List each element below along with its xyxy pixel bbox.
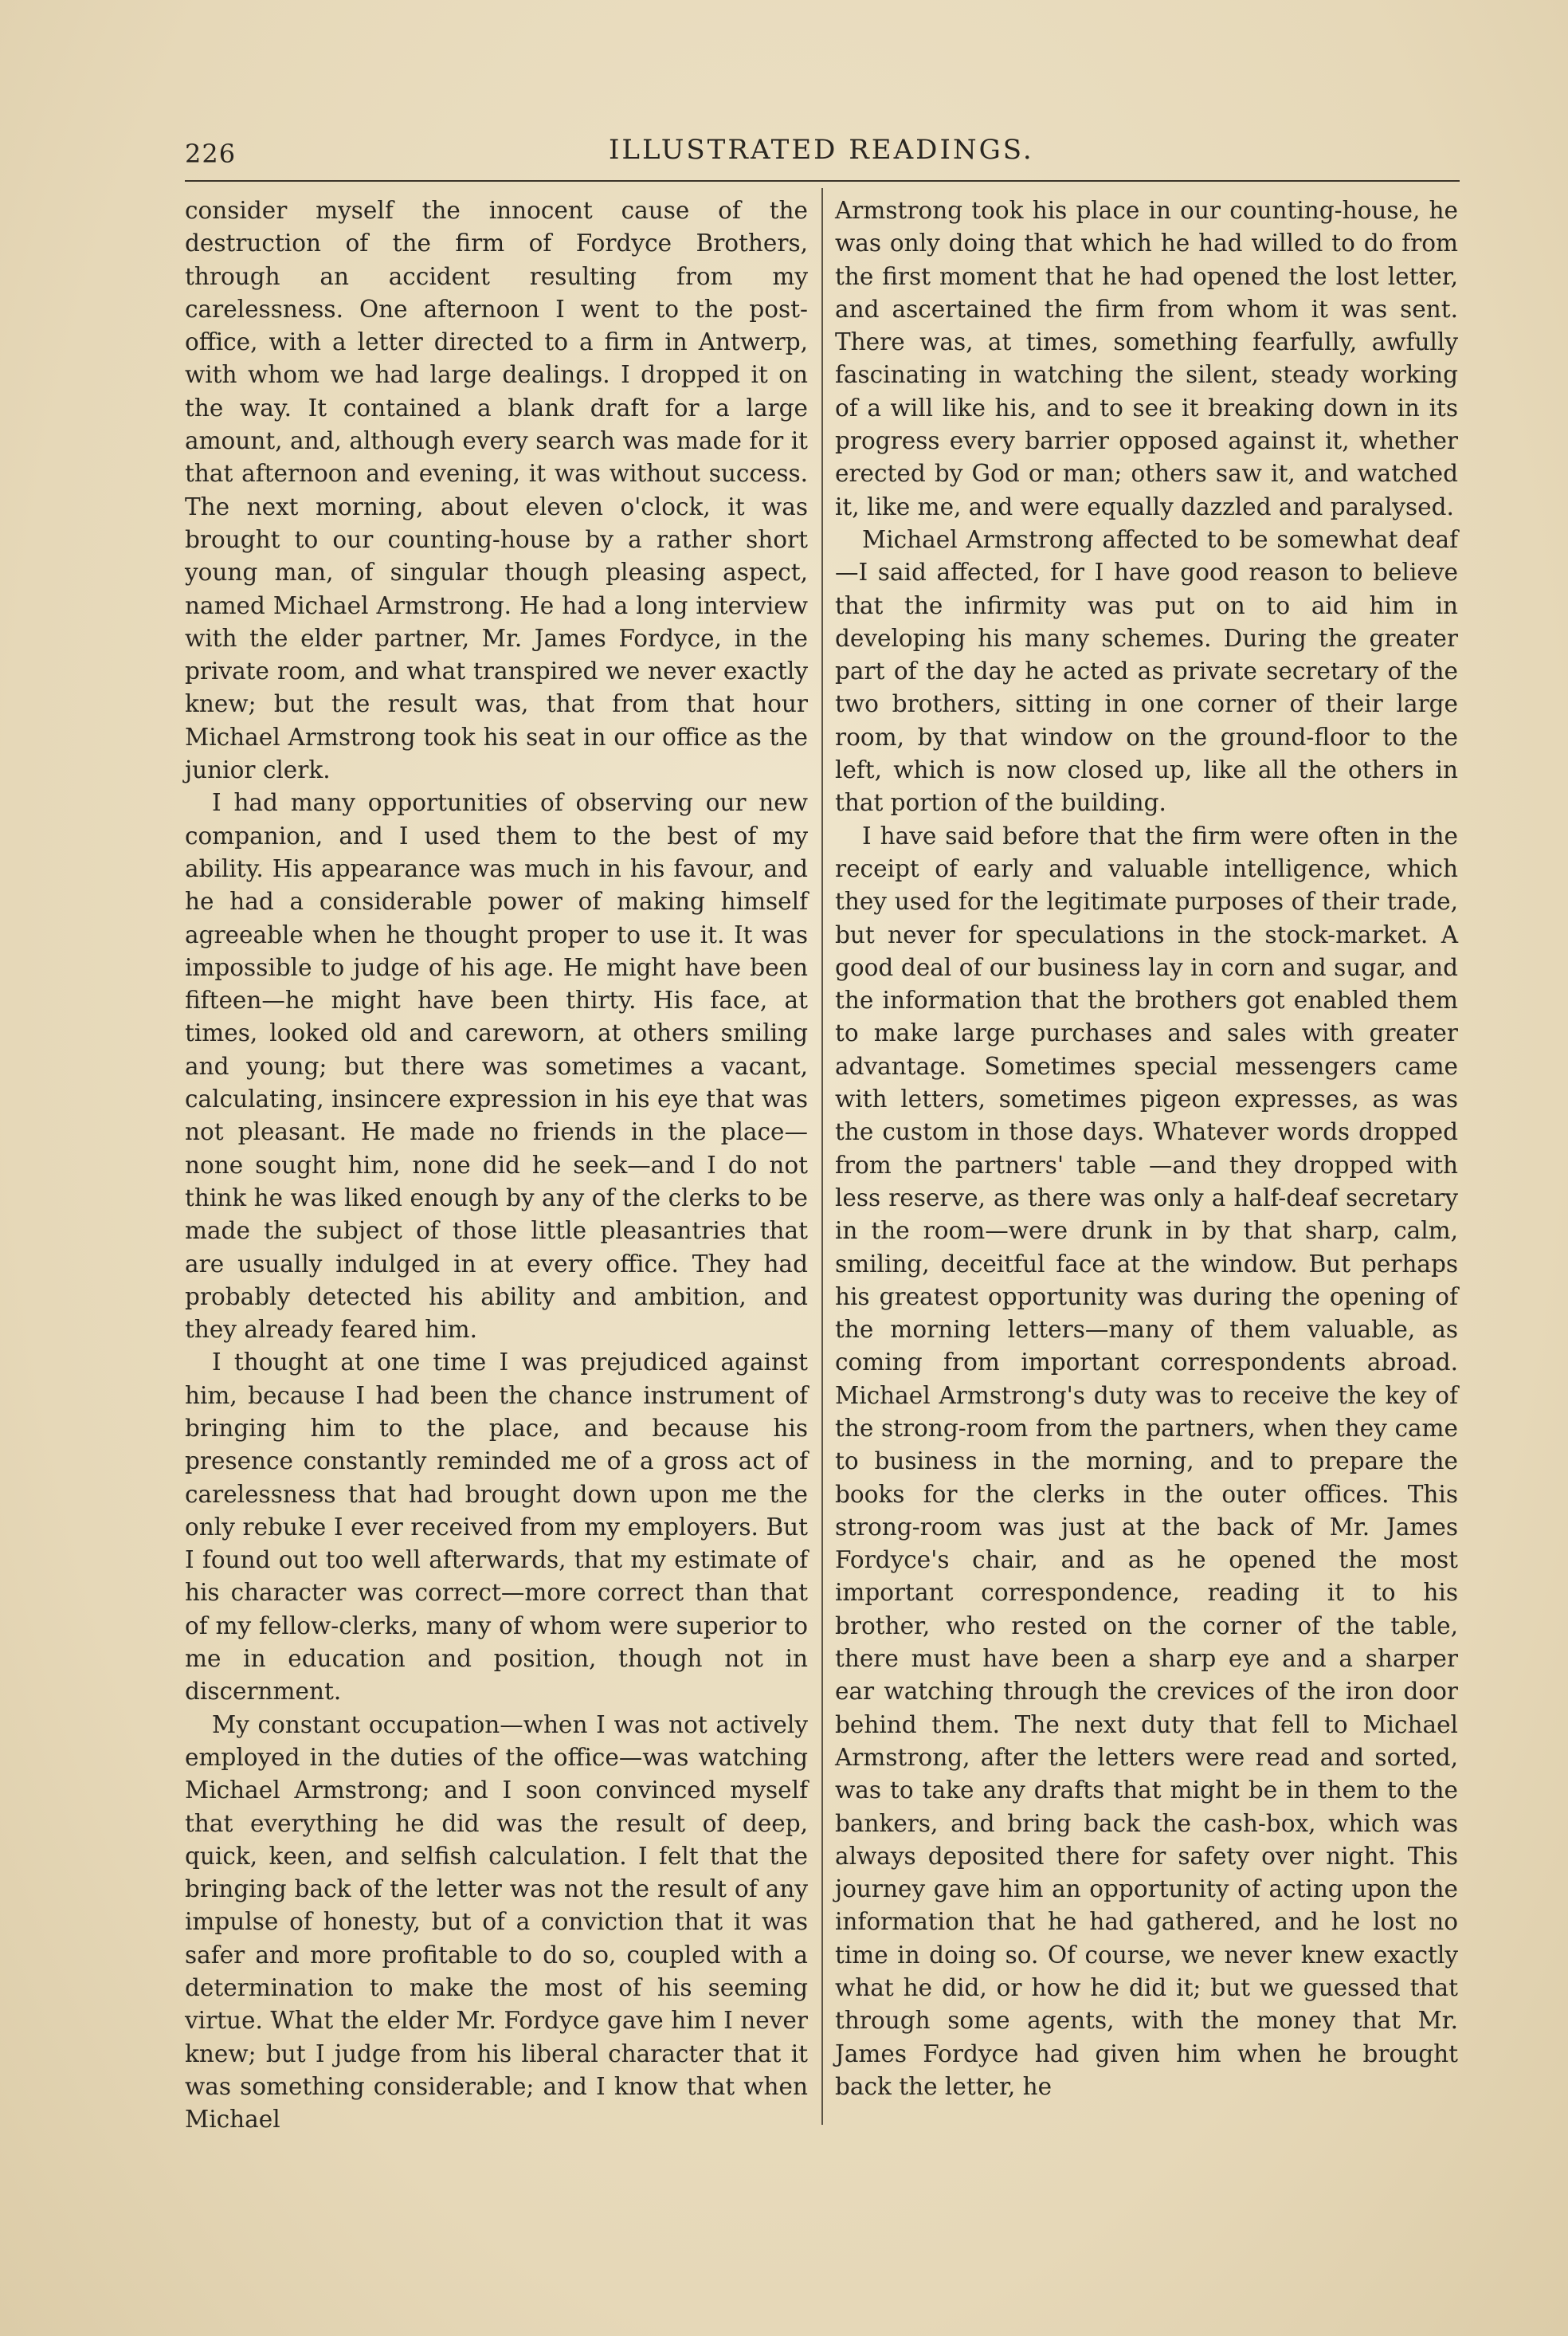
paragraph: My constant occupation—when I was not actively employed in the duties of the office—was watching Michael Armstrong; and I soon convinced myself that everything he did was the result of deep, quick, keen, and selfish calculation. I felt that the bringing back of the letter was not the result of any impulse of honesty, but of a conviction that it was safer and more profitable to do so, coupled with a determination to make the most of his seeming virtue. What the elder Mr. Fordyce gave him I never knew; but I judge from his liberal character that it was something considerable; and I know that when Michael bbox=[185, 1710, 808, 2134]
running-title: ILLUSTRATED READINGS. bbox=[609, 134, 1034, 166]
page-number: 226 bbox=[185, 139, 237, 169]
paragraph: consider myself the innocent cause of the destruction of the firm of Fordyce Brothers, through an accident resulting from my carelessness. One afternoon I went to the post-office, with a letter directed to a firm in Antwerp, with whom we had large dealings. I dropped it on the way. It contained a blank draft for a large amount, and, although every search was made for it that afternoon and evening, it was without success. The next morning, about eleven o'clock, it was brought to our counting-house by a rather short young man, of singular though pleasing aspect, named Michael Armstrong. He had a long interview with the elder partner, Mr. James Fordyce, in the private room, and what transpired we never exactly knew; but the result was, that from that hour Michael Armstrong took his seat in our office as the junior clerk. bbox=[185, 197, 808, 784]
header-rule bbox=[185, 180, 1460, 182]
paragraph: I have said before that the firm were often in the receipt of early and valuable intelligence, which they used for the legitimate purposes of their trade, but never for speculations in the stock-market. A good deal of our business lay in corn and sugar, and the information that the brothers got enabled them to make large purchases and sales with greater advantage. Sometimes special messengers came with letters, sometimes pigeon expresses, as was the custom in those days. Whatever words dropped from the partners' table —and they dropped with less reserve, as there was only a half-deaf secretary in the room—were drunk in by that sharp, calm, smiling, deceitful face at the window. But perhaps his greatest opportunity was during the opening of the morning letters—many of them valuable, as coming from important correspondents abroad. Michael Armstrong's duty was to receive the key of the strong-room from the partners, when they came to business in the morning, and to prepare the books for the clerks in the outer offices. This strong-room was just at the back of Mr. James Fordyce's chair, and as he opened the most important correspondence, reading it to his brother, who rested on the corner of the table, there must have been a sharp eye and a sharper ear watching through the crevices of the iron door behind them. The next duty that fell to Michael Armstrong, after the letters were read and sorted, was to take any drafts that might be in them to the bankers, and bring back the cash-box, which was always deposited there for safety over night. This journey gave him an opportunity of acting upon the information that he had gathered, and he lost no time in doing so. Of course, we never knew exactly what he did, or how he did it; but we guessed that through some agents, with the money that Mr. James Fordyce had given him when he brought back the letter, he bbox=[835, 822, 1458, 2100]
page-header bbox=[185, 134, 1460, 175]
paragraph: I thought at one time I was prejudiced against him, because I had been the chance instrument of bringing him to the place, and because his presence constantly reminded me of a gross act of carelessness that had brought down upon me the only rebuke I ever received from my employers. But I found out too well afterwards, that my estimate of his character was correct—more correct than that of my fellow-clerks, many of whom were superior to me in education and position, though not in discernment. bbox=[185, 1349, 808, 1706]
paragraph: I had many opportunities of observing our new companion, and I used them to the best of my ability. His appearance was much in his favour, and he had a considerable power of making himself agreeable when he thought proper to use it. It was impossible to judge of his age. He might have been fifteen—he might have been thirty. His face, at times, looked old and careworn, at others smiling and young; but there was sometimes a vacant, calculating, insincere expression in his eye that was not pleasant. He made no friends in the place—none sought him, none did he seek—and I do not think he was liked enough by any of the clerks to be made the subject of those little pleasantries that are usually indulged in at every office. They had probably detected his ability and ambition, and they already feared him. bbox=[185, 789, 808, 1344]
right-column bbox=[835, 194, 1458, 2103]
paragraph: Armstrong took his place in our counting-house, he was only doing that which he had willed to do from the first moment that he had opened the lost letter, and ascertained the firm from whom it was sent. There was, at times, something fearfully, awfully fascinating in watching the silent, steady working of a will like his, and to see it breaking down in its progress every barrier opposed against it, whether erected by God or man; others saw it, and watched it, like me, and were equally dazzled and paralysed. bbox=[835, 197, 1458, 520]
paragraph: Michael Armstrong affected to be somewhat deaf—I said affected, for I have good reason to believe that the infirmity was put on to aid him in developing his many schemes. During the greater part of the day he acted as private secretary of the two brothers, sitting in one corner of their large room, by that window on the ground-floor to the left, which is now closed up, like all the others in that portion of the building. bbox=[835, 525, 1458, 817]
left-column bbox=[185, 194, 808, 2137]
column-divider bbox=[821, 188, 823, 2125]
